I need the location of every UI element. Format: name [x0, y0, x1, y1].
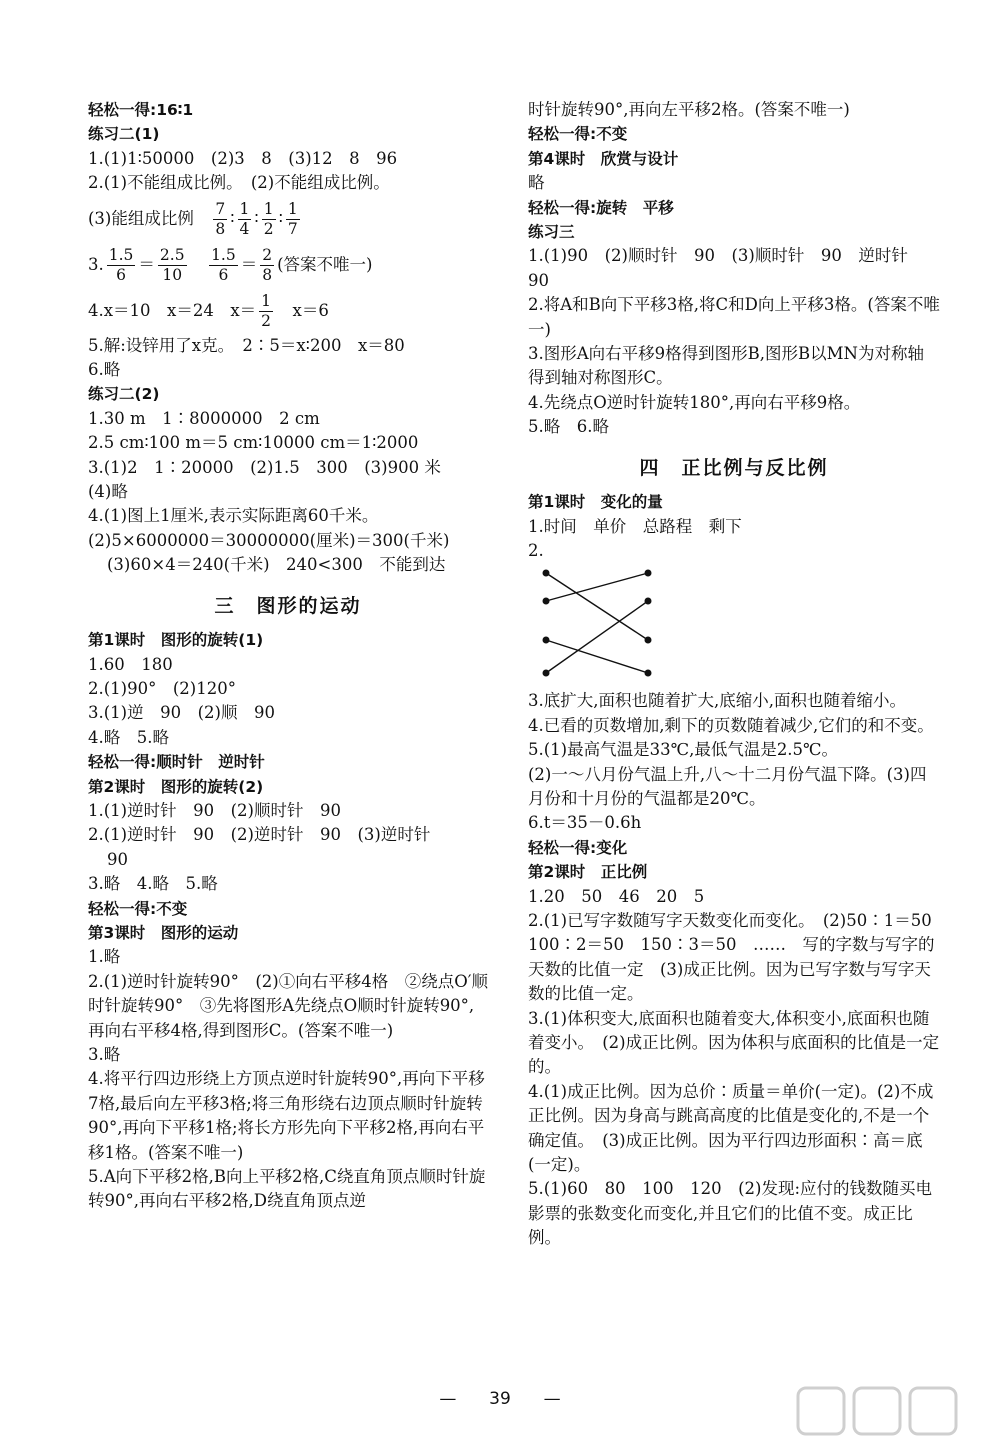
answer-line: 1.30 m 1∶8000000 2 cm	[88, 408, 320, 428]
page-number-value: 39	[489, 1389, 511, 1409]
answer-line: 4.先绕点O逆时针旋转180°,再向右平移9格。	[528, 392, 861, 412]
matching-line	[546, 640, 648, 673]
fraction-numerator: 2	[262, 245, 273, 264]
fraction-denominator: 2	[261, 311, 272, 330]
matching-dot	[543, 598, 550, 605]
fraction	[107, 246, 136, 285]
answer-line: 4.(1)图上1厘米,表示实际距离60千米。	[88, 506, 379, 526]
fraction-numerator: 1	[261, 291, 272, 310]
page-number-dash-left: —	[439, 1389, 457, 1409]
answer-line: 6.略	[88, 360, 121, 380]
answer-line: 1.时间 单价 总路程 剩下	[528, 516, 742, 536]
answer-line: 3.底扩大,面积也随着扩大,底缩小,面积也随着缩小。	[528, 691, 906, 711]
answer-line: 2.将A和B向下平移3格,将C和D向上平移3格。(答案不唯一)	[528, 295, 940, 339]
answer-line: 3.略 4.略 5.略	[88, 874, 218, 894]
answer-line: 90	[107, 849, 128, 869]
lesson-heading: 练习二(1)	[88, 125, 160, 144]
fraction-denominator: 6	[218, 265, 229, 284]
lesson-heading: 轻松一得:顺时针 逆时针	[88, 753, 265, 772]
answer-line: 2.5 cm∶100 m＝5 cm∶10000 cm＝1∶2000	[88, 433, 419, 453]
answer-line: (3)60×4＝240(千米) 240<300 不能到达	[107, 555, 446, 575]
fraction-numerator: 7	[215, 199, 226, 218]
answer-line: 时针旋转90°,再向左平移2格。(答案不唯一)	[528, 100, 850, 119]
answer-line: 4.(1)成正比例。因为总价∶质量＝单价(一定)。(2)不成正比例。因为身高与跳高高度的比值是变化的,不是一个确定值。 (3)成正比例。因为平行四边形面积∶高＝底(一定)。	[528, 1081, 934, 1175]
matching-diagram	[536, 565, 686, 685]
answer-line: 3.略	[88, 1045, 121, 1064]
matching-dot	[645, 637, 652, 644]
left-column	[88, 98, 488, 1214]
fraction-denominator: 6	[116, 265, 127, 284]
answer-line: 3.(1)逆 90 (2)顺 90	[88, 703, 275, 723]
fraction-denominator: 8	[262, 265, 273, 284]
answer-line: 3.(1)体积变大,底面积也随着变大,体积变小,底面积也随着变小。 (2)成正比例。因为体积与底面积的比值是一定的。	[528, 1008, 940, 1077]
fraction-denominator: 8	[215, 219, 226, 238]
answer-line: 6.t＝35－0.6h	[528, 813, 642, 833]
answer-line: 5.略 6.略	[528, 417, 609, 437]
lesson-heading: 第1课时 图形的旋转(1)	[88, 631, 264, 650]
fraction	[260, 246, 274, 285]
fraction-denominator: 7	[287, 219, 298, 238]
fraction-numerator: 1	[239, 199, 250, 218]
answer-line: (2)5×6000000＝30000000(厘米)＝300(千米)	[88, 530, 450, 550]
fraction-denominator: 2	[263, 219, 274, 238]
fraction	[286, 200, 300, 239]
fraction	[262, 200, 276, 239]
matching-dot	[543, 570, 550, 577]
answer-line: 1.(1)90 (2)顺时针 90 (3)顺时针 90 逆时针 90	[528, 246, 925, 290]
lesson-heading: 第2课时 图形的旋转(2)	[88, 777, 264, 796]
matching-line	[546, 601, 648, 673]
fraction-numerator: 1.5	[108, 245, 134, 264]
answer-line: (2)一～八月份气温上升,八～十二月份气温下降。(3)四月份和十月份的气温都是20℃。	[528, 764, 927, 808]
lesson-heading: 练习三	[528, 223, 575, 242]
fraction-numerator: 1.5	[211, 245, 236, 264]
matching-dot	[645, 570, 652, 577]
answer-line-fraction: 3. $\frac{1.5}{6}$ ＝ $\frac{2.5}{10}$ $\frac{1.5}{6}$ ＝ $\frac{2}{8}$ (答案不唯一)	[88, 245, 373, 284]
lesson-heading: 轻松一得:不变	[88, 899, 188, 918]
answer-line-fraction: (3)能组成比例 $\frac{7}{8}$ ∶ $\frac{1}{4}$ ∶ $\frac{1}{2}$ ∶ $\frac{1}{7}$	[88, 199, 298, 238]
fraction-numerator: 1	[287, 199, 298, 218]
lesson-heading: 轻松一得:变化	[528, 838, 628, 857]
answer-line: 1.(1)逆时针 90 (2)顺时针 90	[88, 800, 341, 820]
lesson-heading: 第2课时 正比例	[528, 863, 648, 882]
fraction	[158, 246, 187, 285]
answer-line: 3.图形A向右平移9格得到图形B,图形B以MN为对称轴得到轴对称图形C。	[528, 344, 924, 388]
fraction	[238, 200, 252, 239]
matching-dot	[645, 598, 652, 605]
answer-line: 3.(1)2 1∶20000 (2)1.5 300 (3)900 米	[88, 457, 441, 477]
lesson-heading: 第4课时 欣赏与设计	[528, 149, 679, 168]
fraction-denominator: 10	[162, 265, 183, 284]
answer-line: 2.(1)90° (2)120°	[88, 678, 236, 698]
fraction-numerator: 2.5	[159, 245, 185, 264]
answer-line: (4)略	[88, 482, 128, 502]
answer-line: 4.将平行四边形绕上方顶点逆时针旋转90°,再向下平移7格,最后向左平移3格;将三角形绕右边顶点顺时针旋转90°,再向下平移1格;将长方形先向下平移2格,再向右平移1格。(答案不唯一)	[88, 1069, 485, 1162]
answer-line: 1.60 180	[88, 654, 173, 674]
watermark-logo	[796, 1384, 976, 1440]
matching-dot	[543, 637, 550, 644]
matching-line	[546, 573, 648, 601]
answer-line-diagram	[528, 539, 940, 685]
answer-line-fraction: 4.x＝10 x＝24 x＝ $\frac{1}{2}$ x＝6	[88, 291, 329, 330]
fraction	[259, 292, 273, 331]
right-column	[528, 98, 949, 1251]
lesson-heading: 轻松一得:不变	[528, 125, 628, 144]
answer-line: 2.(1)不能组成比例。 (2)不能组成比例。	[88, 173, 390, 193]
answer-line: 5.(1)最高气温是33℃,最低气温是2.5℃。	[528, 740, 839, 760]
answer-line: 2.(1)已写字数随写字天数变化而变化。 (2)50∶1＝50 100∶2＝50 150∶3＝50 …… 写的字数与写字的天数的比值一定 (3)成正比例。因为已写字数与写字天数的比值一定。	[528, 910, 949, 1004]
fraction	[209, 246, 238, 285]
answer-line: 5.A向下平移2格,B向上平移2格,C绕直角顶点顺时针旋转90°,再向右平移2格,D绕直角顶点逆	[88, 1167, 486, 1211]
answer-number: 2.	[528, 540, 544, 560]
lesson-heading: 第1课时 变化的量	[528, 493, 663, 512]
answer-line: 5.解:设锌用了x克。 2∶5＝x∶200 x＝80	[88, 335, 405, 355]
lesson-heading: 第3课时 图形的运动	[88, 923, 239, 942]
section-heading: 三 图形的运动	[214, 594, 362, 617]
matching-dot	[645, 670, 652, 677]
fraction	[213, 200, 227, 239]
matching-dot	[543, 670, 550, 677]
answer-line: 1.(1)1∶50000 (2)3 8 (3)12 8 96	[88, 148, 398, 168]
answer-line: 2.(1)逆时针 90 (2)逆时针 90 (3)逆时针	[88, 825, 431, 845]
matching-line	[546, 573, 648, 640]
answer-line: 1.略	[88, 947, 121, 967]
answer-line: 2.(1)逆时针旋转90° (2)①向右平移4格 ②绕点O′顺时针旋转90° ③先将图形A先绕点O顺时针旋转90°,再向右平移4格,得到图形C。(答案不唯一)	[88, 971, 489, 1040]
lesson-heading: 轻松一得:旋转 平移	[528, 198, 674, 217]
answer-line: 略	[528, 173, 545, 193]
lesson-heading: 轻松一得:16∶1	[88, 101, 194, 119]
answer-line: 4.已看的页数增加,剩下的页数随着减少,它们的和不变。	[528, 715, 934, 735]
fraction-numerator: 1	[263, 199, 274, 218]
lesson-heading: 练习二(2)	[88, 385, 160, 404]
answer-line: 5.(1)60 80 100 120 (2)发现:应付的钱数随买电影票的张数变化而变化,并且它们的比值不变。成正比例。	[528, 1179, 933, 1248]
fraction-denominator: 4	[239, 219, 250, 238]
answer-line: 4.略 5.略	[88, 727, 169, 747]
page-number-dash-right: —	[543, 1389, 561, 1409]
section-heading: 四 正比例与反比例	[639, 456, 829, 479]
answer-line: 1.20 50 46 20 5	[528, 886, 705, 906]
